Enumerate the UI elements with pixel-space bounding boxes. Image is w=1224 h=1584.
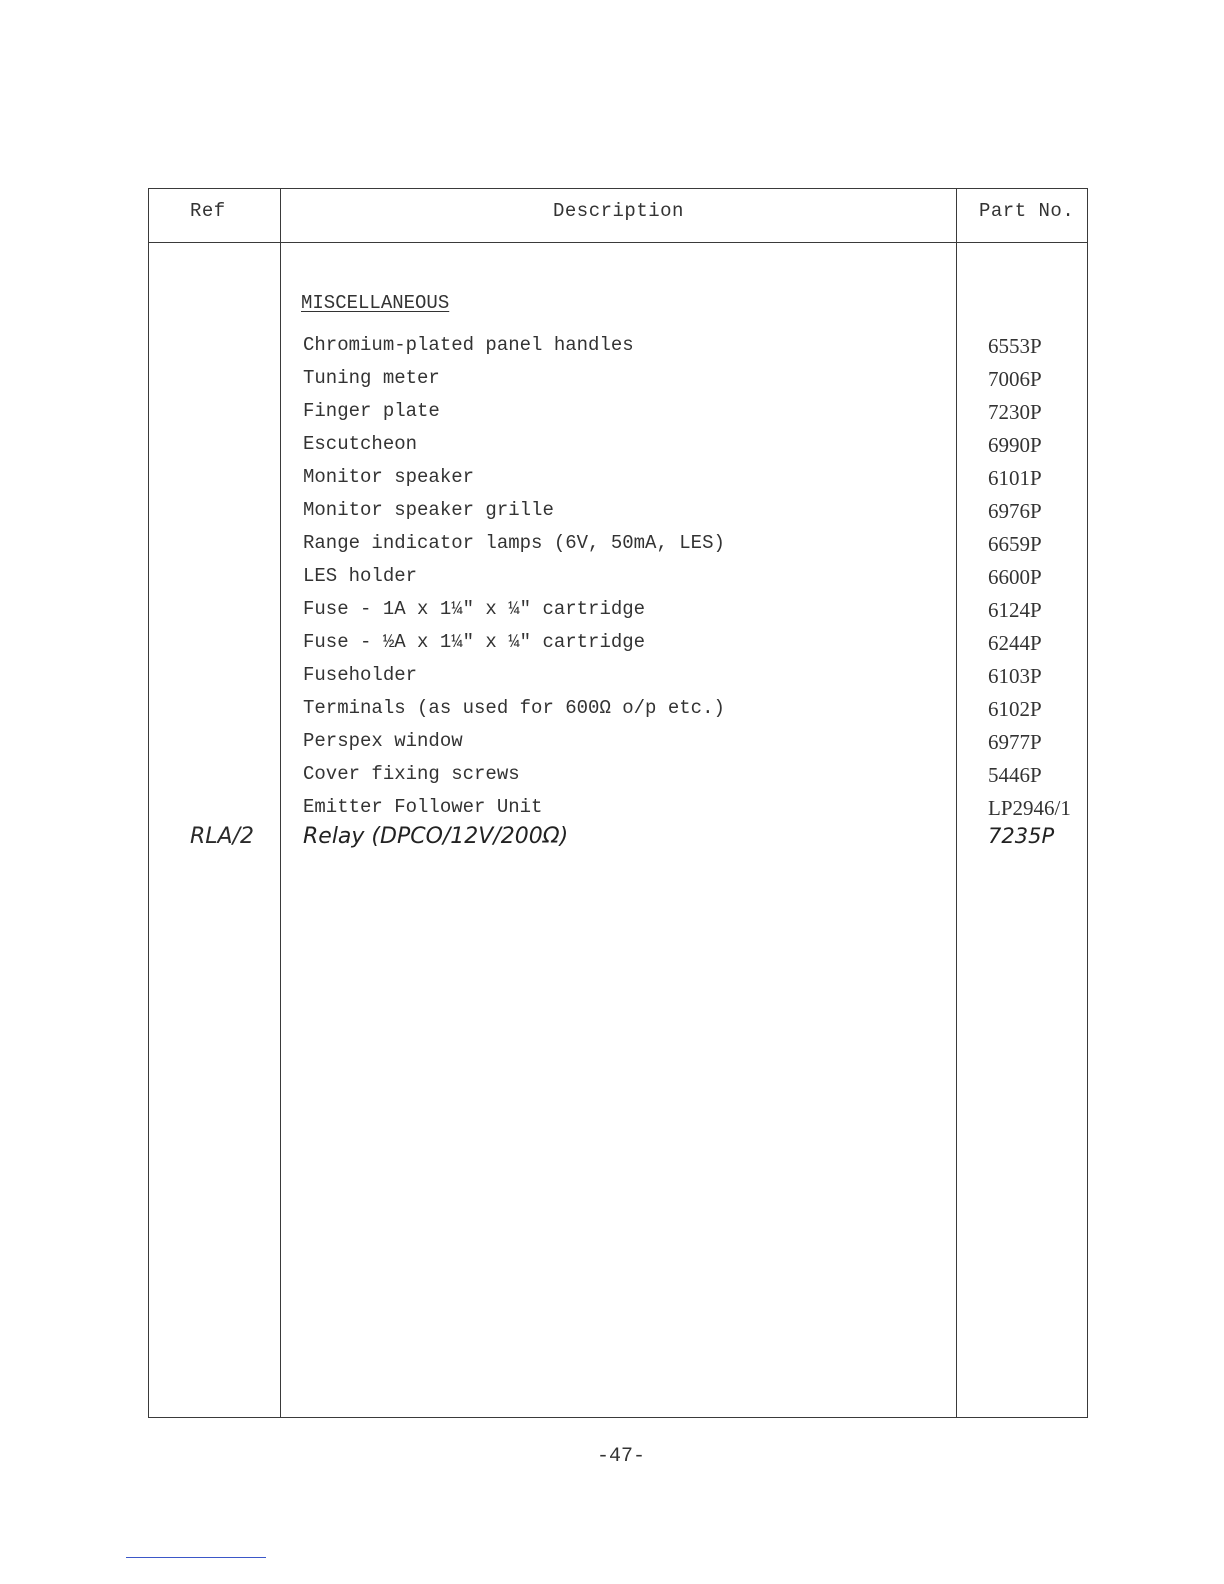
section-title: MISCELLANEOUS bbox=[301, 292, 450, 314]
row-part-no: 6103P bbox=[988, 664, 1042, 688]
table-row bbox=[0, 763, 1224, 793]
row-part-no: 6659P bbox=[988, 532, 1042, 556]
table-row bbox=[0, 697, 1224, 727]
header-part-no: Part No. bbox=[979, 200, 1075, 222]
row-description: LES holder bbox=[303, 565, 418, 587]
table-row bbox=[0, 367, 1224, 397]
table-row-handwritten bbox=[0, 824, 1224, 854]
page-number: -47- bbox=[597, 1445, 646, 1468]
row-description: Monitor speaker grille bbox=[303, 499, 554, 521]
table-row bbox=[0, 400, 1224, 430]
table-row bbox=[0, 532, 1224, 562]
table-row bbox=[0, 565, 1224, 595]
row-description: Finger plate bbox=[303, 400, 440, 422]
bottom-rule bbox=[126, 1557, 266, 1558]
row-description: Cover fixing screws bbox=[303, 763, 520, 785]
table-row bbox=[0, 334, 1224, 364]
row-part-no: 7235P bbox=[988, 824, 1055, 848]
row-ref: RLA/2 bbox=[190, 824, 255, 849]
header-description: Description bbox=[553, 200, 684, 222]
row-description: Fuseholder bbox=[303, 664, 418, 686]
row-part-no: 7006P bbox=[988, 367, 1042, 391]
table-row bbox=[0, 499, 1224, 529]
table-row bbox=[0, 730, 1224, 760]
row-description: Terminals (as used for 600Ω o/p etc.) bbox=[303, 697, 725, 719]
row-description: Fuse - 1A x 1¼" x ¼" cartridge bbox=[303, 598, 646, 620]
row-description: Relay (DPCO/12V/200Ω) bbox=[303, 824, 569, 849]
row-part-no: 6990P bbox=[988, 433, 1042, 457]
row-part-no: 7230P bbox=[988, 400, 1042, 424]
row-description: Monitor speaker bbox=[303, 466, 475, 488]
row-part-no: LP2946/1 bbox=[988, 796, 1071, 820]
table-row bbox=[0, 466, 1224, 496]
row-description: Emitter Follower Unit bbox=[303, 796, 543, 818]
table-row bbox=[0, 433, 1224, 463]
row-part-no: 6102P bbox=[988, 697, 1042, 721]
row-description: Chromium-plated panel handles bbox=[303, 334, 634, 356]
row-part-no: 6101P bbox=[988, 466, 1042, 490]
table-row bbox=[0, 664, 1224, 694]
row-part-no: 6124P bbox=[988, 598, 1042, 622]
row-part-no: 6600P bbox=[988, 565, 1042, 589]
row-part-no: 6244P bbox=[988, 631, 1042, 655]
row-description: Perspex window bbox=[303, 730, 463, 752]
table-row bbox=[0, 796, 1224, 826]
table-row bbox=[0, 598, 1224, 628]
row-part-no: 6553P bbox=[988, 334, 1042, 358]
row-part-no: 6977P bbox=[988, 730, 1042, 754]
row-description: Tuning meter bbox=[303, 367, 440, 389]
table-row bbox=[0, 631, 1224, 661]
header-divider bbox=[148, 242, 1088, 243]
row-description: Fuse - ½A x 1¼" x ¼" cartridge bbox=[303, 631, 646, 653]
header-ref: Ref bbox=[190, 200, 226, 222]
row-part-no: 5446P bbox=[988, 763, 1042, 787]
row-description: Range indicator lamps (6V, 50mA, LES) bbox=[303, 532, 725, 554]
row-description: Escutcheon bbox=[303, 433, 418, 455]
row-part-no: 6976P bbox=[988, 499, 1042, 523]
